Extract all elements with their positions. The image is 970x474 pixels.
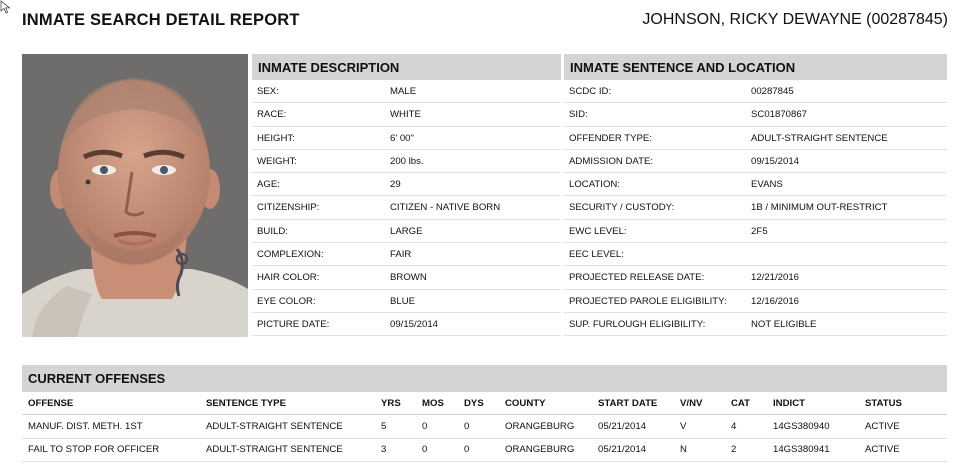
sentence-row-value: EVANS <box>751 179 783 191</box>
sentence-row <box>564 103 947 126</box>
description-row-value: FAIR <box>390 249 412 261</box>
description-row-label: AGE: <box>257 179 280 191</box>
offenses-column-header: INDICT <box>773 392 865 415</box>
description-row-label: RACE: <box>257 109 287 121</box>
sentence-row-label: SECURITY / CUSTODY: <box>569 202 675 214</box>
offenses-column-header: MOS <box>422 392 464 415</box>
sentence-row-label: PROJECTED PAROLE ELIGIBILITY: <box>569 295 727 307</box>
offense-cell: 5 <box>381 415 422 439</box>
description-row <box>252 150 561 173</box>
description-row-label: WEIGHT: <box>257 155 297 167</box>
description-row <box>252 103 561 126</box>
sentence-row-label: EWC LEVEL: <box>569 225 627 237</box>
offense-cell: 3 <box>381 438 422 462</box>
sentence-row-value: NOT ELIGIBLE <box>751 318 817 330</box>
offense-cell: 05/21/2014 <box>598 415 680 439</box>
sentence-row-value: 12/21/2016 <box>751 272 800 284</box>
offenses-header-row <box>22 392 947 415</box>
offenses-column-header: OFFENSE <box>22 392 206 415</box>
inmate-photo <box>22 54 248 337</box>
inmate-description-panel <box>252 54 561 336</box>
description-row-value: 200 lbs. <box>390 155 424 167</box>
sentence-row-value: 1B / MINIMUM OUT-RESTRICT <box>751 202 888 214</box>
table-row <box>22 438 947 462</box>
sentence-row-label: SID: <box>569 109 588 121</box>
sentence-row <box>564 196 947 219</box>
mouse-cursor-icon <box>0 0 14 14</box>
description-row-value: 6' 00" <box>390 132 414 144</box>
description-row-value: CITIZEN - NATIVE BORN <box>390 202 501 214</box>
inmate-sentence-list <box>564 80 947 336</box>
sentence-row-label: SCDC ID: <box>569 86 612 97</box>
description-row <box>252 80 561 103</box>
inmate-sentence-panel <box>564 54 947 336</box>
sentence-row-label: LOCATION: <box>569 179 620 191</box>
sentence-row <box>564 150 947 173</box>
sentence-row <box>564 243 947 266</box>
offense-cell: 2 <box>731 438 773 462</box>
description-row-value: WHITE <box>390 109 421 121</box>
description-row-label: CITIZENSHIP: <box>257 202 320 214</box>
description-row-label: HEIGHT: <box>257 132 295 144</box>
inmate-description-heading: INMATE DESCRIPTION <box>252 54 561 80</box>
description-row-value: BROWN <box>390 272 427 284</box>
description-row-label: BUILD: <box>257 225 288 237</box>
description-row <box>252 127 561 150</box>
description-row-value: 09/15/2014 <box>390 318 439 330</box>
offense-cell: MANUF. DIST. METH. 1ST <box>22 415 206 439</box>
sentence-row <box>564 266 947 289</box>
sentence-row <box>564 173 947 196</box>
offense-cell: ORANGEBURG <box>505 438 598 462</box>
sentence-row-label: OFFENDER TYPE: <box>569 132 652 144</box>
description-row-label: SEX: <box>257 86 279 97</box>
report-title: INMATE SEARCH DETAIL REPORT <box>22 11 300 29</box>
offense-cell: 05/21/2014 <box>598 438 680 462</box>
inmate-sentence-heading: INMATE SENTENCE AND LOCATION <box>564 54 947 80</box>
table-row <box>22 415 947 439</box>
sentence-row-label: ADMISSION DATE: <box>569 155 654 167</box>
description-row-label: COMPLEXION: <box>257 249 324 261</box>
description-row-label: EYE COLOR: <box>257 295 316 307</box>
offense-cell: FAIL TO STOP FOR OFFICER <box>22 438 206 462</box>
sentence-row-value: 12/16/2016 <box>751 295 800 307</box>
description-row-value: LARGE <box>390 225 423 237</box>
description-row <box>252 243 561 266</box>
current-offenses-panel <box>22 365 947 462</box>
offense-cell: ACTIVE <box>865 438 947 462</box>
offense-cell: 0 <box>464 415 505 439</box>
offenses-column-header: CAT <box>731 392 773 415</box>
offense-cell: ACTIVE <box>865 415 947 439</box>
description-row <box>252 196 561 219</box>
offense-cell: 0 <box>422 438 464 462</box>
description-row <box>252 313 561 336</box>
offense-cell: V <box>680 415 731 439</box>
offenses-column-header: V/NV <box>680 392 731 415</box>
sentence-row <box>564 80 947 103</box>
sentence-row-value: 2F5 <box>751 225 768 237</box>
offense-cell: ADULT-STRAIGHT SENTENCE <box>206 438 381 462</box>
offense-cell: 0 <box>464 438 505 462</box>
description-row-label: HAIR COLOR: <box>257 272 320 284</box>
description-row-value: 29 <box>390 179 401 191</box>
offenses-column-header: COUNTY <box>505 392 598 415</box>
offense-cell: ADULT-STRAIGHT SENTENCE <box>206 415 381 439</box>
sentence-row-label: PROJECTED RELEASE DATE: <box>569 272 705 284</box>
offense-cell: ORANGEBURG <box>505 415 598 439</box>
sentence-row <box>564 313 947 336</box>
sentence-row-value: ADULT-STRAIGHT SENTENCE <box>751 132 888 144</box>
offenses-body <box>22 415 947 462</box>
inmate-name-header: JOHNSON, RICKY DEWAYNE (00287845) <box>642 11 948 28</box>
current-offenses-heading: CURRENT OFFENSES <box>22 365 947 392</box>
sentence-row-value: 09/15/2014 <box>751 155 800 167</box>
offenses-column-header: STATUS <box>865 392 947 415</box>
sentence-row-label: SUP. FURLOUGH ELIGIBILITY: <box>569 318 706 330</box>
offenses-column-header: DYS <box>464 392 505 415</box>
offense-cell: 14GS380941 <box>773 438 865 462</box>
sentence-row <box>564 290 947 313</box>
description-row-value: BLUE <box>390 295 416 307</box>
description-row-value: MALE <box>390 86 417 97</box>
sentence-row <box>564 127 947 150</box>
description-row <box>252 290 561 313</box>
description-row <box>252 173 561 196</box>
offenses-column-header: SENTENCE TYPE <box>206 392 381 415</box>
offense-cell: 4 <box>731 415 773 439</box>
current-offenses-table <box>22 392 947 462</box>
sentence-row-value: SC01870867 <box>751 109 808 121</box>
sentence-row <box>564 220 947 243</box>
offense-cell: N <box>680 438 731 462</box>
description-row-label: PICTURE DATE: <box>257 318 330 330</box>
inmate-description-list <box>252 80 561 336</box>
sentence-row-label: EEC LEVEL: <box>569 249 624 261</box>
offense-cell: 14GS380940 <box>773 415 865 439</box>
description-row <box>252 266 561 289</box>
sentence-row-value: 00287845 <box>751 86 794 97</box>
offenses-column-header: YRS <box>381 392 422 415</box>
description-row <box>252 220 561 243</box>
mugshot-illustration <box>22 54 248 337</box>
offenses-column-header: START DATE <box>598 392 680 415</box>
offense-cell: 0 <box>422 415 464 439</box>
